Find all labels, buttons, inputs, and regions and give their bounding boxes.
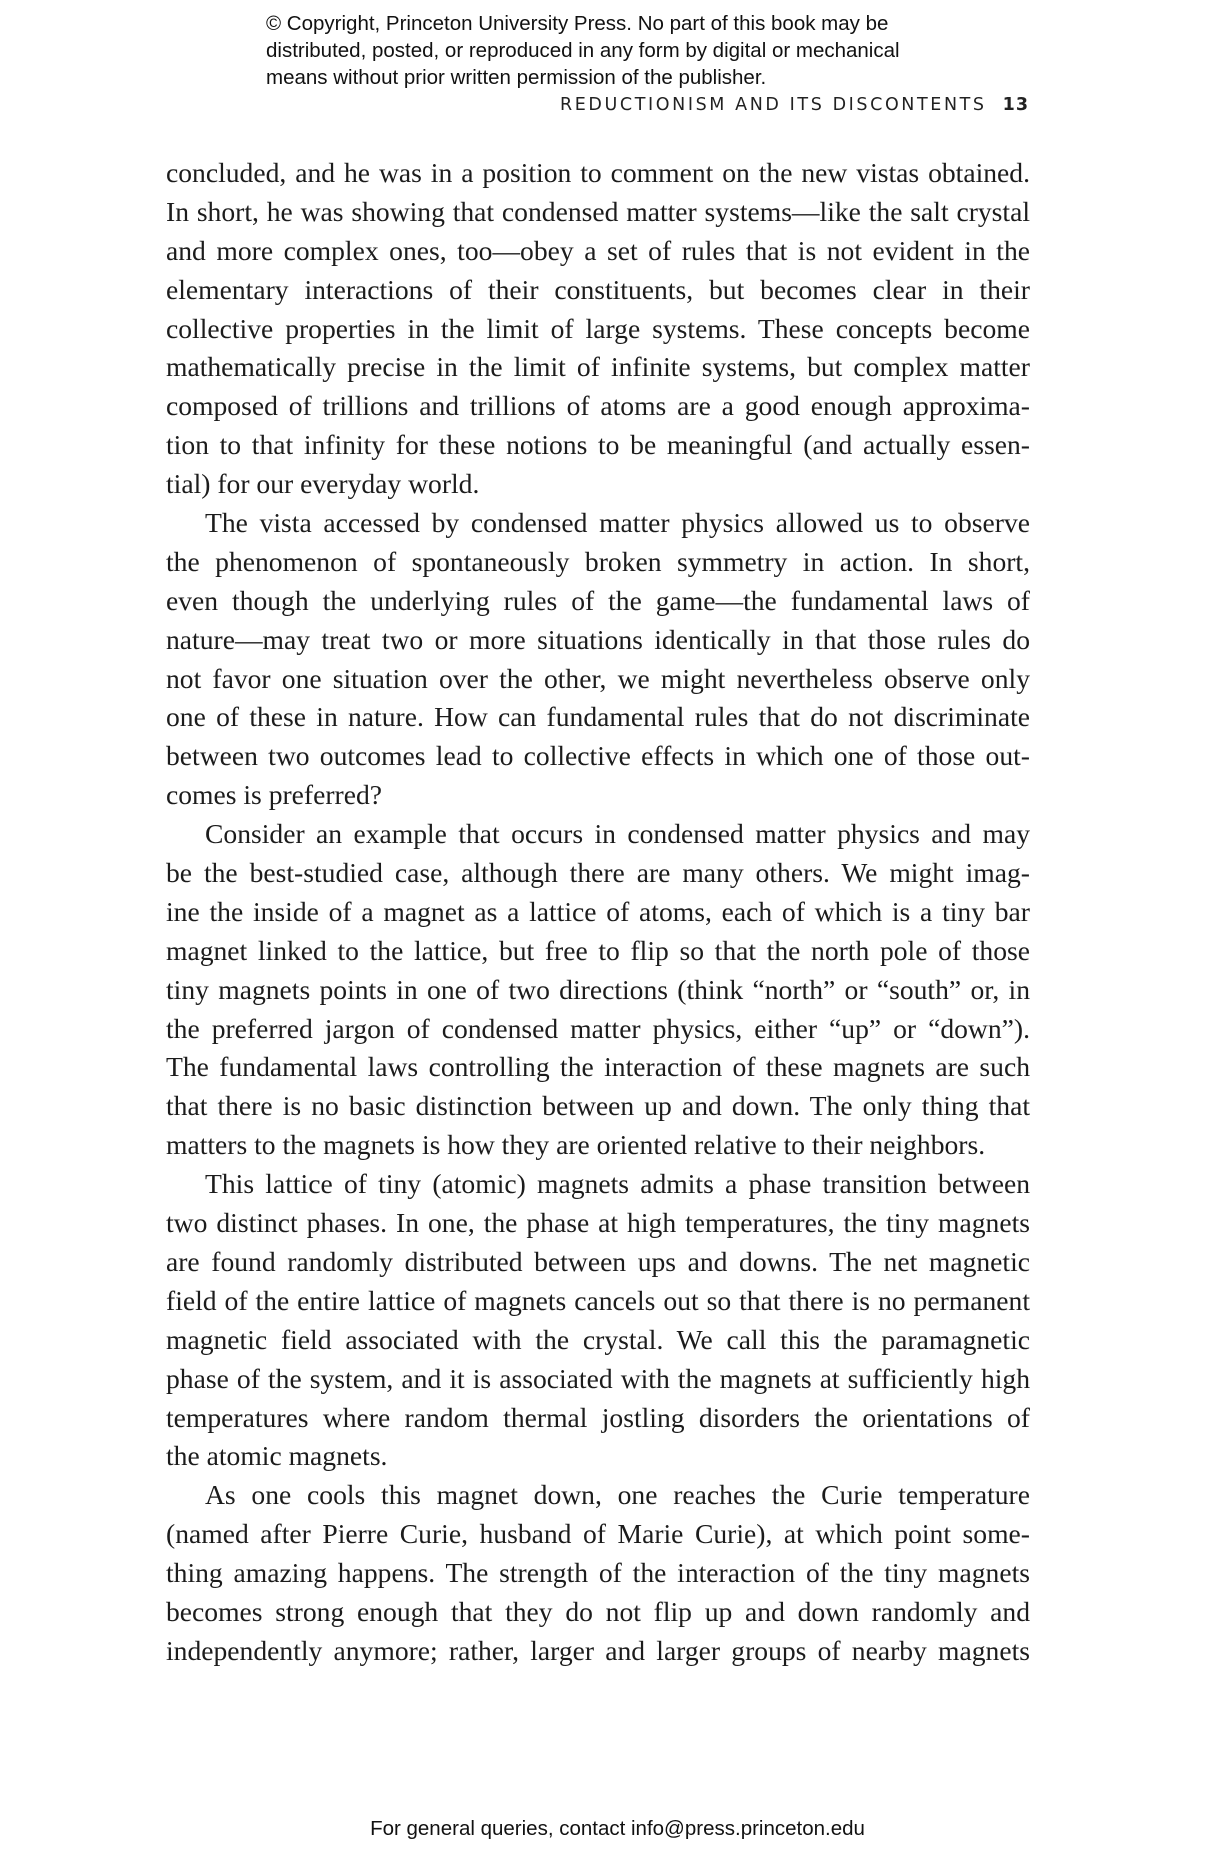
paragraph [166,154,1030,504]
text-line: composed of trillions and trillions of atoms are a good enough approxima- [166,390,1030,422]
body-text [166,154,1030,1671]
paragraph [166,1165,1030,1476]
copyright-line: © Copyright, Princeton University Press. No part of this book may be [266,12,889,35]
text-line: the phenomenon of spontaneously broken symmetry in action. In short, [166,545,1030,577]
text-line: The vista accessed by condensed matter physics allowed us to observe [205,507,1030,539]
text-line: tiny magnets points in one of two directions (think “north” or “south” or, in [166,973,1030,1005]
text-line: tial) for our everyday world. [166,468,480,500]
text-line: one of these in nature. How can fundamental rules that do not discriminate [166,701,1030,733]
text-line: the preferred jargon of condensed matter physics, either “up” or “down”). [166,1012,1030,1044]
text-line: field of the entire lattice of magnets cancels out so that there is no permanent [166,1284,1030,1316]
paragraph [166,504,1030,815]
text-line: ine the inside of a magnet as a lattice of atoms, each of which is a tiny bar [166,895,1030,927]
page-number: 13 [1002,95,1029,115]
text-line: concluded, and he was in a position to comment on the new vistas obtained. [166,157,1030,188]
text-line: As one cools this magnet down, one reaches the Curie temperature [205,1479,1030,1511]
text-line: magnet linked to the lattice, but free to flip so that the north pole of those [166,934,1030,966]
running-head [560,95,1029,115]
text-line: even though the underlying rules of the game—the fundamental laws of [166,584,1030,616]
text-line: that there is no basic distinction between up and down. The only thing that [166,1090,1030,1122]
copyright-line: means without prior written permission of the publisher. [266,66,767,89]
text-line: (named after Pierre Curie, husband of Marie Curie), at which point some- [166,1518,1030,1550]
text-line: becomes strong enough that they do not flip up and down randomly and [166,1595,1030,1627]
text-line: be the best-studied case, although there are many others. We might imag- [166,857,1030,889]
copyright-notice [266,10,1026,91]
text-line: thing amazing happens. The strength of the interaction of the tiny magnets [166,1557,1030,1589]
paragraph [166,815,1030,1165]
text-line: This lattice of tiny (atomic) magnets admits a phase transition between [205,1168,1030,1200]
text-line: matters to the magnets is how they are oriented relative to their neighbors. [166,1129,986,1161]
text-line: two distinct phases. In one, the phase at high temperatures, the tiny magnets [166,1207,1030,1239]
paragraph [166,1476,1030,1670]
text-line: elementary interactions of their constituents, but becomes clear in their [166,273,1030,305]
copyright-line: distributed, posted, or reproduced in any form by digital or mechanical [266,39,900,62]
text-line: nature—may treat two or more situations identically in that those rules do [166,623,1030,655]
text-line: The fundamental laws controlling the interaction of these magnets are such [166,1051,1030,1083]
text-line: Consider an example that occurs in condensed matter physics and may [205,818,1030,850]
text-line: In short, he was showing that condensed matter systems—like the salt crystal [166,195,1030,227]
text-line: phase of the system, and it is associated with the magnets at sufficiently high [166,1362,1030,1394]
text-line: between two outcomes lead to collective effects in which one of those out- [166,740,1030,772]
text-line: magnetic field associated with the crystal. We call this the paramagnetic [166,1323,1030,1355]
text-line: the atomic magnets. [166,1440,388,1472]
text-line: not favor one situation over the other, we might nevertheless observe only [166,662,1030,694]
text-line: comes is preferred? [166,779,383,811]
running-head-title: REDUCTIONISM AND ITS DISCONTENTS [559,95,987,115]
text-line: and more complex ones, too—obey a set of rules that is not evident in the [166,234,1030,266]
text-line: independently anymore; rather, larger and larger groups of nearby magnets [166,1634,1030,1666]
footer-contact: For general queries, contact info@press.princeton.edu [370,1817,865,1840]
text-line: tion to that infinity for these notions to be meaningful (and actually essen- [166,429,1030,461]
text-line: collective properties in the limit of large systems. These concepts become [166,312,1030,344]
text-line: are found randomly distributed between ups and downs. The net magnetic [166,1245,1030,1277]
text-line: temperatures where random thermal jostling disorders the orientations of [166,1401,1030,1433]
text-line: mathematically precise in the limit of infinite systems, but complex matter [166,351,1030,383]
